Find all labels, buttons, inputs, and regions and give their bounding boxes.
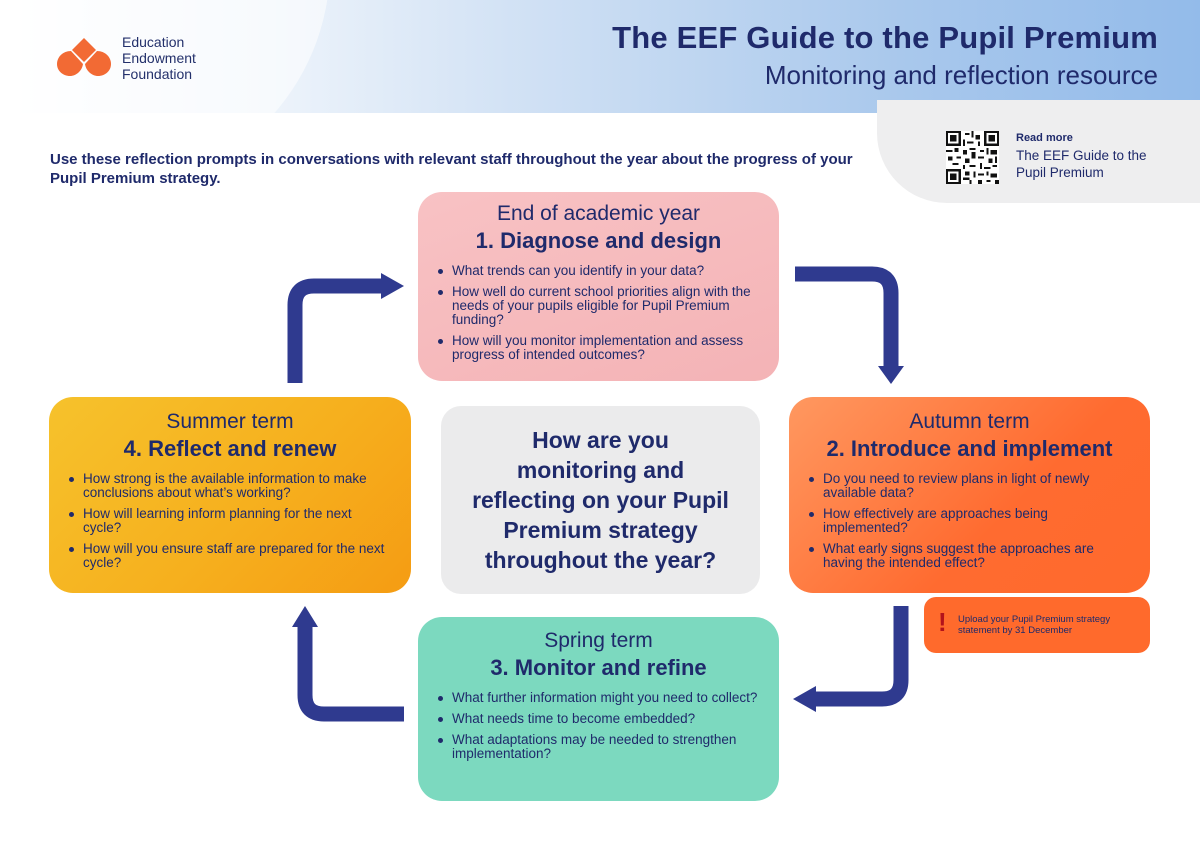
- stage-card-monitor: [418, 617, 779, 801]
- stage-term: Spring term: [544, 629, 653, 652]
- logo-line: Education: [122, 34, 185, 50]
- stage-term: End of academic year: [496, 202, 701, 225]
- prompt-list: [807, 472, 1132, 570]
- stage-heading: 4. Reflect and renew: [123, 436, 337, 461]
- stage-card-reflect: [49, 397, 411, 593]
- arrowhead-left: [793, 686, 816, 712]
- arrow-introduce-to-monitor: [813, 606, 901, 699]
- stage-card-diagnose: [418, 192, 779, 381]
- stage-card-introduce: [789, 397, 1150, 593]
- page-subtitle: Monitoring and reflection resource: [764, 60, 1158, 90]
- prompt-item: How strong is the available information to make conclusions about what’s working?: [67, 472, 393, 500]
- prompt-item: What early signs suggest the approaches are having the intended effect?: [807, 542, 1132, 570]
- arrow-monitor-to-reflect: [305, 625, 404, 714]
- page-title: The EEF Guide to the Pupil Premium: [612, 20, 1158, 55]
- stage-heading: 3. Monitor and refine: [490, 655, 707, 680]
- prompt-item: What adaptations may be needed to strengthen implementation?: [436, 733, 761, 761]
- prompt-list: [436, 691, 761, 761]
- center-question: How are you monitoring and reflecting on your Pupil Premium strategy throughout the year?: [472, 427, 729, 573]
- read-more-label: Read more: [1016, 132, 1073, 144]
- prompt-item: What needs time to become embedded?: [436, 712, 761, 726]
- logo-line: Foundation: [122, 66, 193, 82]
- read-more-link[interactable]: The EEF Guide to the Pupil Premium: [1016, 148, 1147, 180]
- deadline-note-text: Upload your Pupil Premium strategy statement by 31 December: [958, 614, 1111, 636]
- prompt-item: What trends can you identify in your data?: [436, 264, 761, 278]
- prompt-item: How will learning inform planning for the next cycle?: [67, 507, 393, 535]
- stage-heading: 2. Introduce and implement: [826, 436, 1113, 461]
- stage-heading: 1. Diagnose and design: [475, 228, 722, 253]
- intro-text: Use these reflection prompts in conversations with relevant staff throughout the year about the progress of your Pupil Premium strategy.: [50, 151, 853, 187]
- center-question-box: [441, 406, 760, 594]
- prompt-item: How well do current school priorities align with the needs of your pupils eligible for Pupil Premium funding?: [436, 285, 761, 327]
- prompt-item: How effectively are approaches being implemented?: [807, 507, 1132, 535]
- prompt-item: How will you monitor implementation and assess progress of intended outcomes?: [436, 334, 761, 362]
- logo-line: Endowment: [122, 50, 196, 66]
- stage-term: Autumn term: [909, 410, 1030, 433]
- prompt-list: [436, 264, 761, 362]
- stage-term: Summer term: [166, 410, 294, 433]
- arrowhead-up: [292, 606, 318, 627]
- arrow-diagnose-to-introduce: [795, 274, 891, 368]
- prompt-item: What further information might you need to collect?: [436, 691, 761, 705]
- prompt-item: Do you need to review plans in light of newly available data?: [807, 472, 1132, 500]
- exclamation-icon: !: [938, 607, 947, 637]
- prompt-item: How will you ensure staff are prepared for the next cycle?: [67, 542, 393, 570]
- arrow-reflect-to-diagnose: [295, 286, 384, 383]
- prompt-list: [67, 472, 393, 570]
- arrowhead-down: [878, 366, 904, 384]
- deadline-note: [924, 597, 1150, 653]
- arrowhead-right: [381, 273, 404, 299]
